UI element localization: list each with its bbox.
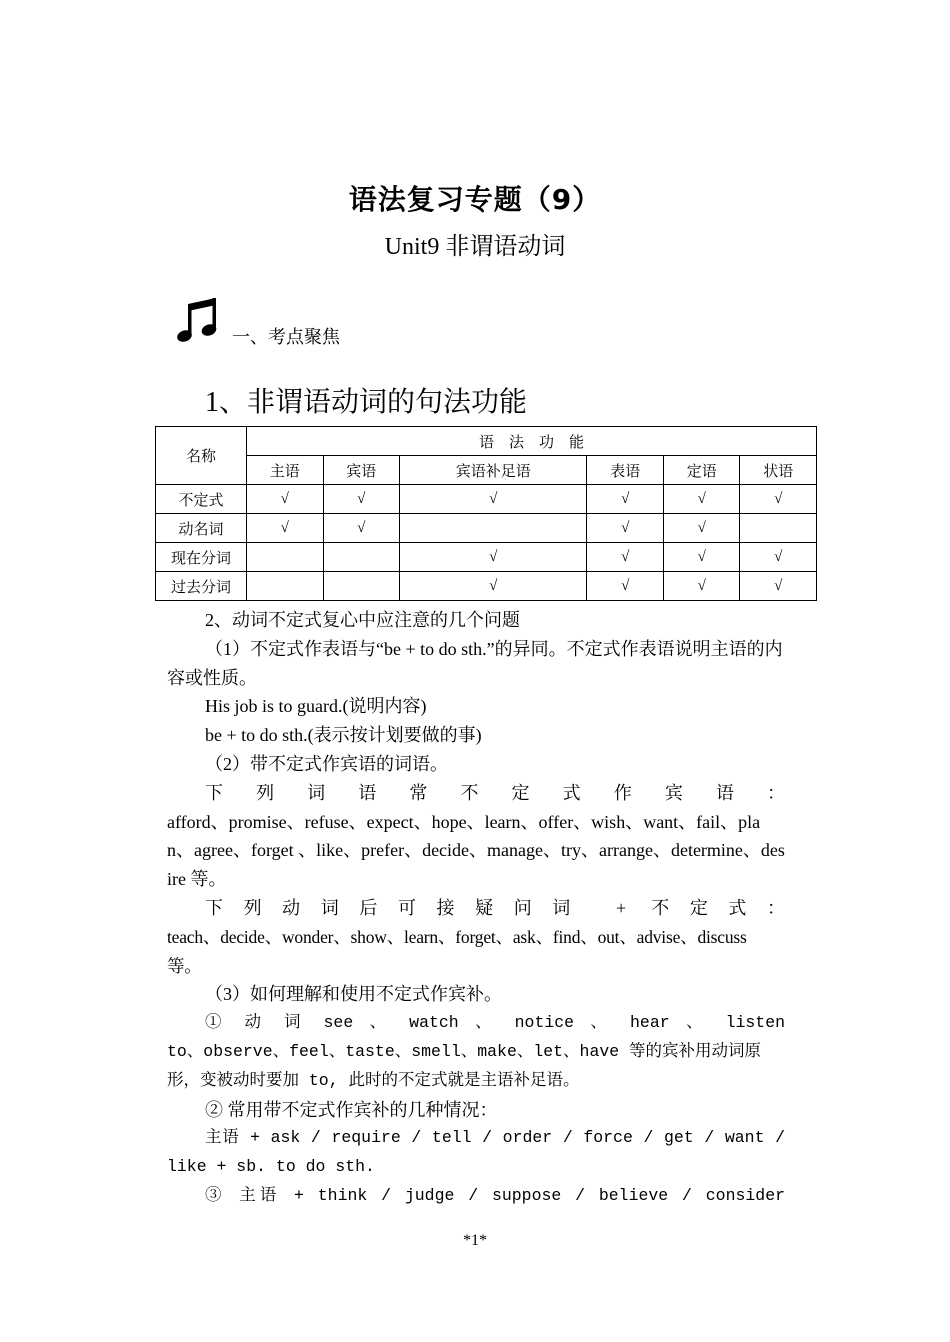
word-list: teach、decide、wonder、show、learn、forget、ask、find、out、advise、discuss 等。 (167, 926, 747, 976)
table-cell: √ (587, 572, 664, 601)
table-cell: √ (587, 543, 664, 572)
table-cell (247, 572, 324, 601)
page-title: 语法复习专题（9） (348, 183, 602, 216)
paragraph: 2、动词不定式复心中应注意的几个问题 (205, 610, 520, 630)
table-cell: √ (247, 514, 324, 543)
example-sentence: His job is to guard.(说明内容) (205, 696, 427, 717)
table-cell: √ (587, 485, 664, 514)
table-cell: √ (400, 543, 587, 572)
table-row (156, 485, 817, 514)
table-row (156, 514, 817, 543)
column-header: 定语 (663, 456, 740, 485)
table-cell (323, 572, 400, 601)
table-cell: √ (400, 485, 587, 514)
paragraph: 主语 + ask / require / tell / order / force / get / want / like + sb. to do sth. (167, 1128, 785, 1177)
body-text (167, 606, 785, 1211)
row-name: 不定式 (156, 485, 247, 514)
paragraph: （3）如何理解和使用不定式作宾补。 (205, 984, 502, 1005)
table-cell: √ (740, 485, 817, 514)
table-cell (247, 543, 324, 572)
table-cell (323, 543, 400, 572)
table-column-headers (156, 456, 817, 485)
paragraph: ③ 主语 + think / judge / suppose / believe / consider (205, 1185, 785, 1205)
page-number: *1* (463, 1232, 487, 1249)
row-name: 过去分词 (156, 572, 247, 601)
table-cell (740, 514, 817, 543)
table-cell: √ (740, 543, 817, 572)
table-cell: √ (323, 485, 400, 514)
music-note-icon (176, 296, 220, 346)
paragraph: 下列词语常不定式作宾语： (205, 782, 785, 803)
table-row (156, 572, 817, 601)
section-heading: 一、考点聚焦 (232, 327, 340, 347)
table-cell: √ (663, 514, 740, 543)
topic-heading: 1、非谓语动词的句法功能 (205, 387, 528, 418)
column-header: 表语 (587, 456, 664, 485)
paragraph: （2）带不定式作宾语的词语。 (205, 753, 448, 774)
column-header: 状语 (740, 456, 817, 485)
paragraph: 下列动词后可接疑问词 + 不定式： (205, 897, 785, 918)
table-cell: √ (740, 572, 817, 601)
column-header: 宾语补足语 (400, 456, 587, 485)
table-cell: √ (587, 514, 664, 543)
table-cell: √ (400, 572, 587, 601)
paragraph: ① 动 词 see 、 watch 、 notice 、 hear 、 listen (205, 1013, 785, 1033)
row-name: 现在分词 (156, 543, 247, 572)
function-table (155, 426, 817, 601)
column-header: 宾语 (323, 456, 400, 485)
paragraph: （1）不定式作表语与“be + to do sth.”的异同。不定式作表语说明主语的内容或性质。 (167, 638, 783, 688)
column-header: 主语 (247, 456, 324, 485)
paragraph: to、observe、feel、taste、smell、make、let、have 等的宾补用动词原形，变被动时要加 to, 此时的不定式就是主语补足语。 (167, 1041, 762, 1090)
table-group-header: 语 法 功 能 (247, 427, 817, 456)
table-cell: √ (663, 543, 740, 572)
paragraph: ② 常用带不定式作宾补的几种情况： (205, 1099, 498, 1120)
page-subtitle: Unit9 非谓语动词 (384, 234, 566, 260)
table-cell: √ (663, 572, 740, 601)
table-cell (400, 514, 587, 543)
table-cell: √ (247, 485, 324, 514)
table-cell: √ (663, 485, 740, 514)
row-name: 动名词 (156, 514, 247, 543)
table-row (156, 543, 817, 572)
table-name-header: 名称 (156, 427, 247, 485)
word-list: afford、promise、refuse、expect、hope、learn、offer、wish、want、fail、plan、agree、forget 、like、prefer、decide、manage、try、arrange、determine、desire 等。 (167, 811, 785, 890)
example-sentence: be + to do sth.(表示按计划要做的事) (205, 725, 482, 746)
table-cell: √ (323, 514, 400, 543)
